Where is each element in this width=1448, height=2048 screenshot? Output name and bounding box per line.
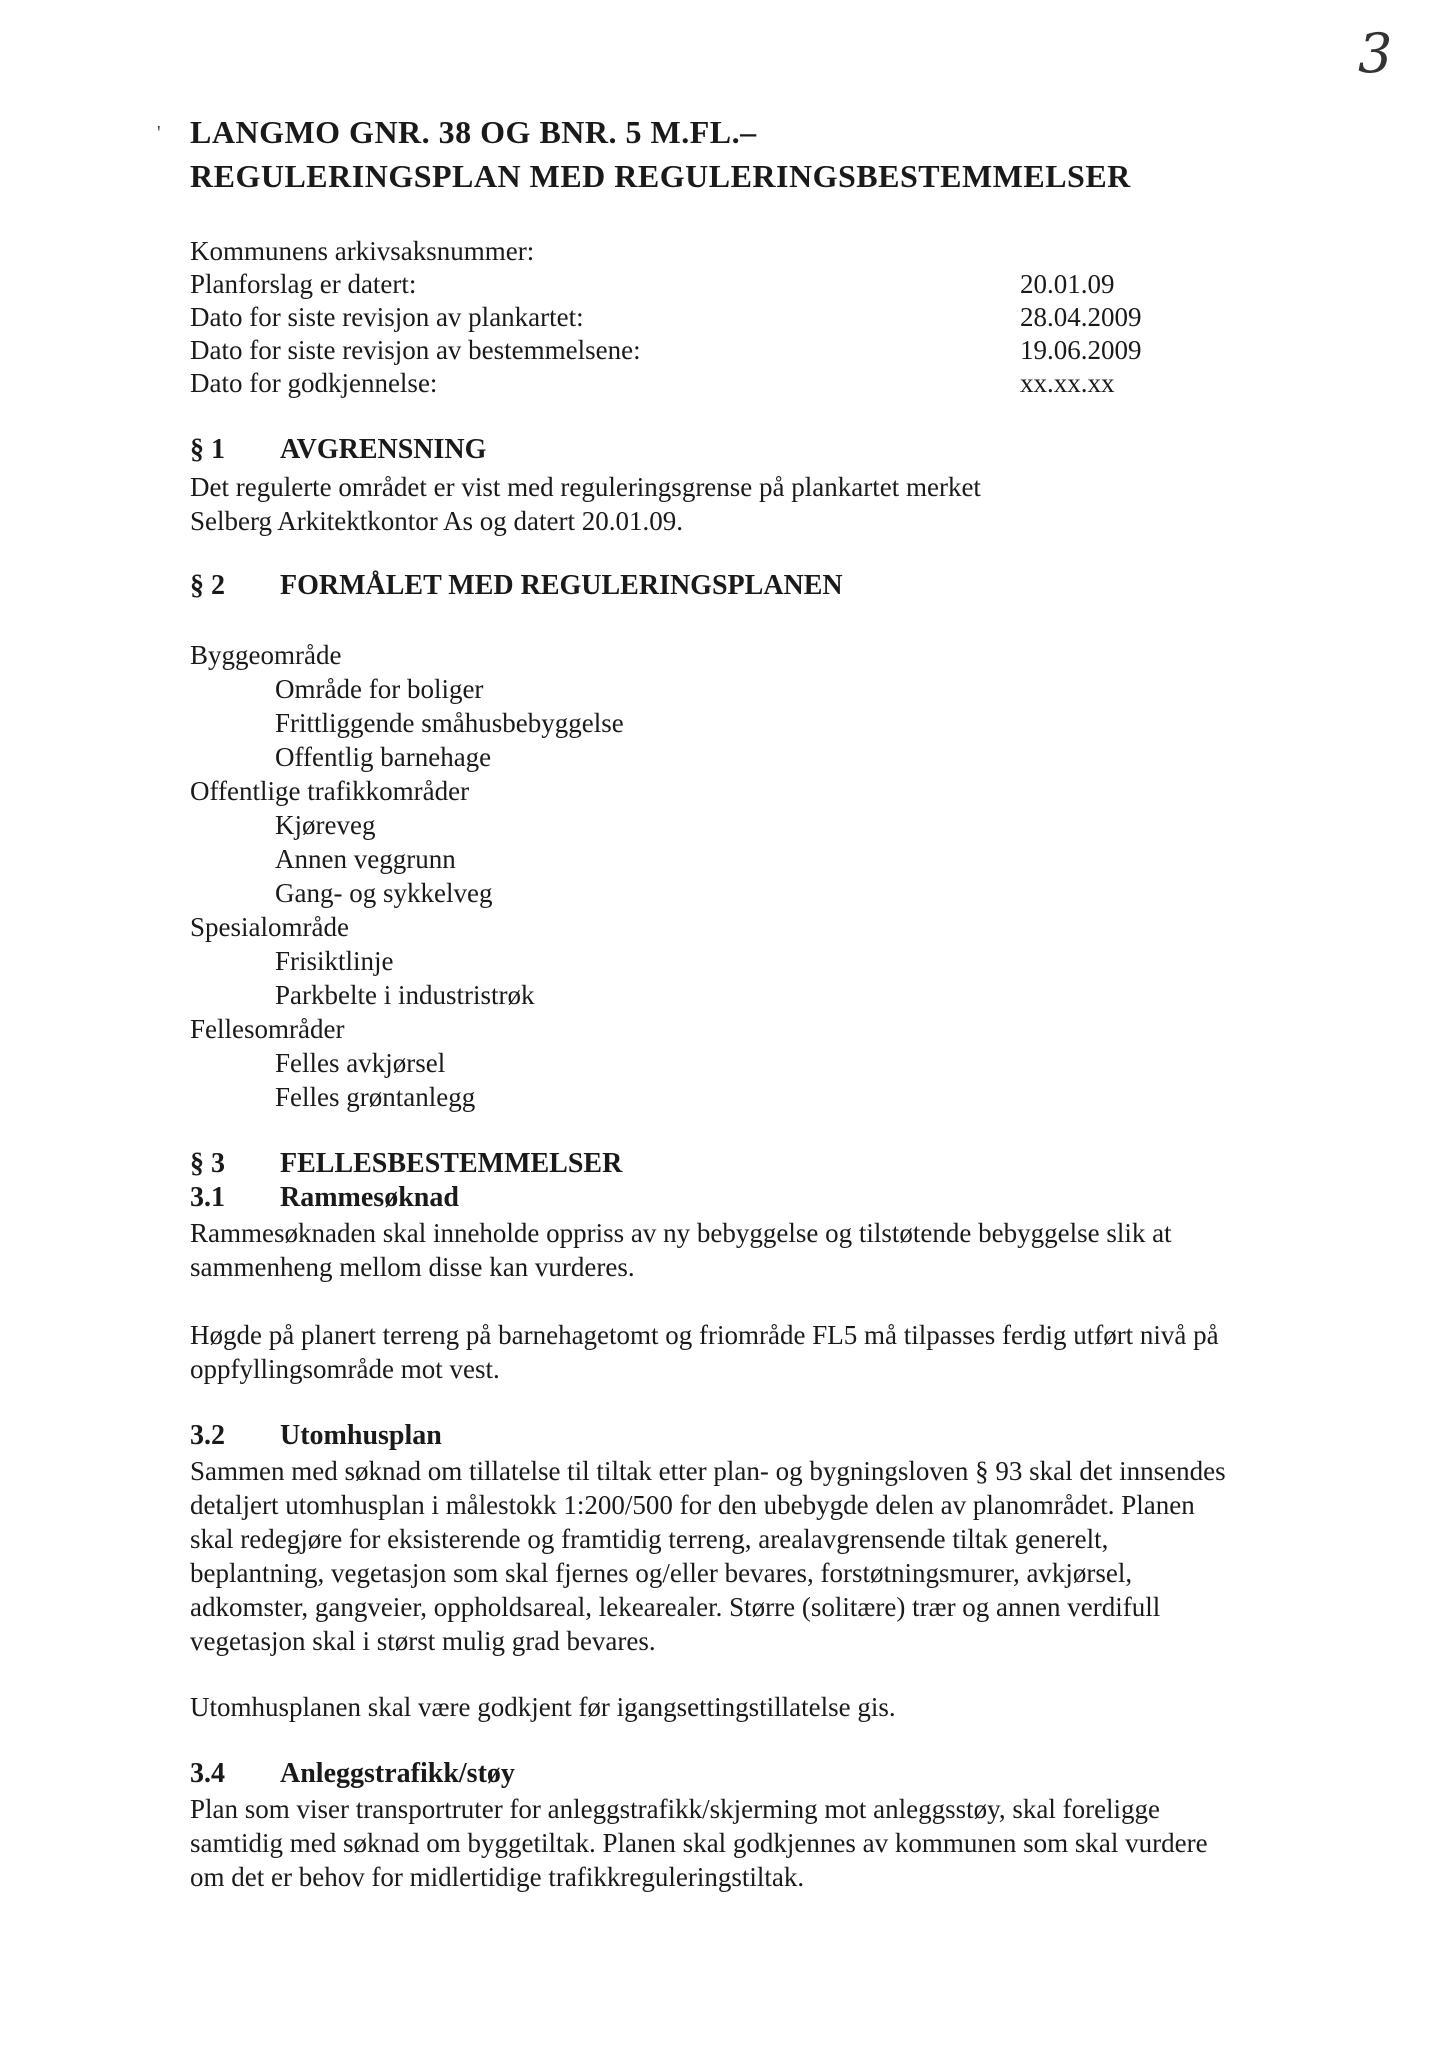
list-item: Område for boliger — [275, 674, 484, 704]
list-category: Fellesområder — [190, 1014, 345, 1044]
subsection-3-2-paragraph-2 — [190, 1690, 896, 1724]
subsection-number: 3.2 — [190, 1420, 225, 1451]
list-category: Spesialområde — [190, 912, 349, 942]
list-item: Kjøreveg — [275, 810, 376, 840]
list-item: Annen veggrunn — [275, 844, 456, 874]
text-line: adkomster, gangveier, oppholdsareal, lekearealer. Større (solitære) trær og annen verdifull — [190, 1592, 1161, 1622]
metadata-row — [190, 334, 1220, 367]
metadata-value: 28.04.2009 — [1020, 302, 1142, 332]
text-line: oppfyllingsområde mot vest. — [190, 1354, 500, 1384]
text-line: samtidig med søknad om byggetiltak. Planen skal godkjennes av kommunen som skal vurdere — [190, 1828, 1208, 1858]
subsection-3-1-paragraph-2 — [190, 1318, 1219, 1386]
section-title: FORMÅLET MED REGULERINGSPLANEN — [280, 570, 843, 601]
section-1-text — [190, 470, 981, 538]
section-number: § 2 — [190, 570, 225, 601]
section-title: FELLESBESTEMMELSER — [280, 1148, 623, 1179]
metadata-value: 19.06.2009 — [1020, 335, 1142, 365]
section-number: § 3 — [190, 1148, 225, 1179]
document-title-line-2: REGULERINGSPLAN MED REGULERINGSBESTEMMELSER — [190, 158, 1131, 194]
text-line: Selberg Arkitektkontor As og datert 20.01.09. — [190, 506, 683, 536]
text-line: skal redegjøre for eksisterende og framtidig terreng, arealavgrensende tiltak generelt, — [190, 1524, 1109, 1554]
subsection-3-1-paragraph-1 — [190, 1216, 1172, 1284]
metadata-block — [190, 235, 1220, 400]
subsection-title: Rammesøknad — [280, 1182, 459, 1213]
subsection-3-2-paragraph-1 — [190, 1454, 1226, 1658]
metadata-label: Planforslag er datert: — [190, 269, 417, 299]
subsection-3-4-heading — [190, 1758, 515, 1790]
section-1-heading — [190, 434, 486, 466]
metadata-row — [190, 268, 1220, 301]
metadata-label: Dato for siste revisjon av bestemmelsene: — [190, 335, 641, 365]
text-line: Utomhusplanen skal være godkjent før igangsettingstillatelse gis. — [190, 1692, 896, 1722]
metadata-label: Kommunens arkivsaksnummer: — [190, 236, 535, 266]
section-number: § 1 — [190, 434, 225, 465]
document-title-line-1: LANGMO GNR. 38 OG BNR. 5 M.FL.– — [190, 114, 757, 150]
text-line: Høgde på planert terreng på barnehagetomt og friområde FL5 må tilpasses ferdig utført nivå på — [190, 1320, 1219, 1350]
list-item: Frisiktlinje — [275, 946, 394, 976]
section-3-heading — [190, 1148, 622, 1180]
metadata-value: 20.01.09 — [1020, 269, 1115, 299]
subsection-number: 3.1 — [190, 1182, 225, 1213]
text-line: beplantning, vegetasjon som skal fjernes og/eller bevares, forstøtningsmurer, avkjørsel, — [190, 1558, 1133, 1588]
list-category: Byggeområde — [190, 640, 342, 670]
section-title: AVGRENSNING — [280, 434, 487, 465]
metadata-label: Dato for siste revisjon av plankartet: — [190, 302, 584, 332]
metadata-row — [190, 367, 1220, 400]
text-line: Plan som viser transportruter for anleggstrafikk/skjerming mot anleggsstøy, skal foreligge — [190, 1794, 1161, 1824]
text-line: Sammen med søknad om tillatelse til tiltak etter plan- og bygningsloven § 93 skal det innsendes — [190, 1456, 1226, 1486]
metadata-row — [190, 235, 1220, 268]
text-line: Rammesøknaden skal inneholde oppriss av ny bebyggelse og tilstøtende bebyggelse slik at — [190, 1218, 1172, 1248]
subsection-title: Anleggstrafikk/støy — [280, 1758, 515, 1789]
list-item: Parkbelte i industristrøk — [275, 980, 535, 1010]
text-line: vegetasjon skal i størst mulig grad bevares. — [190, 1626, 656, 1656]
list-item: Gang- og sykkelveg — [275, 878, 493, 908]
margin-tick-mark: ' — [157, 122, 161, 144]
text-line: detaljert utomhusplan i målestokk 1:200/500 for den ubebygde delen av planområdet. Planen — [190, 1490, 1195, 1520]
subsection-number: 3.4 — [190, 1758, 225, 1789]
page-number: 3 — [1358, 22, 1393, 85]
text-line: Det regulerte området er vist med reguleringsgrense på plankartet merket — [190, 472, 981, 502]
list-item: Felles grøntanlegg — [275, 1082, 476, 1112]
purpose-list — [190, 638, 624, 1114]
list-category: Offentlige trafikkområder — [190, 776, 470, 806]
text-line: sammenheng mellom disse kan vurderes. — [190, 1252, 635, 1282]
text-line: om det er behov for midlertidige trafikkreguleringstiltak. — [190, 1862, 805, 1892]
metadata-label: Dato for godkjennelse: — [190, 368, 438, 398]
subsection-3-1-heading — [190, 1182, 459, 1214]
metadata-value — [1020, 235, 1220, 268]
subsection-title: Utomhusplan — [280, 1420, 442, 1451]
metadata-value: xx.xx.xx — [1020, 368, 1115, 398]
list-item: Frittliggende småhusbebyggelse — [275, 708, 624, 738]
list-item: Felles avkjørsel — [275, 1048, 446, 1078]
section-2-heading — [190, 570, 843, 602]
list-item: Offentlig barnehage — [275, 742, 492, 772]
metadata-row — [190, 301, 1220, 334]
subsection-3-4-paragraph-1 — [190, 1792, 1208, 1894]
subsection-3-2-heading — [190, 1420, 442, 1452]
